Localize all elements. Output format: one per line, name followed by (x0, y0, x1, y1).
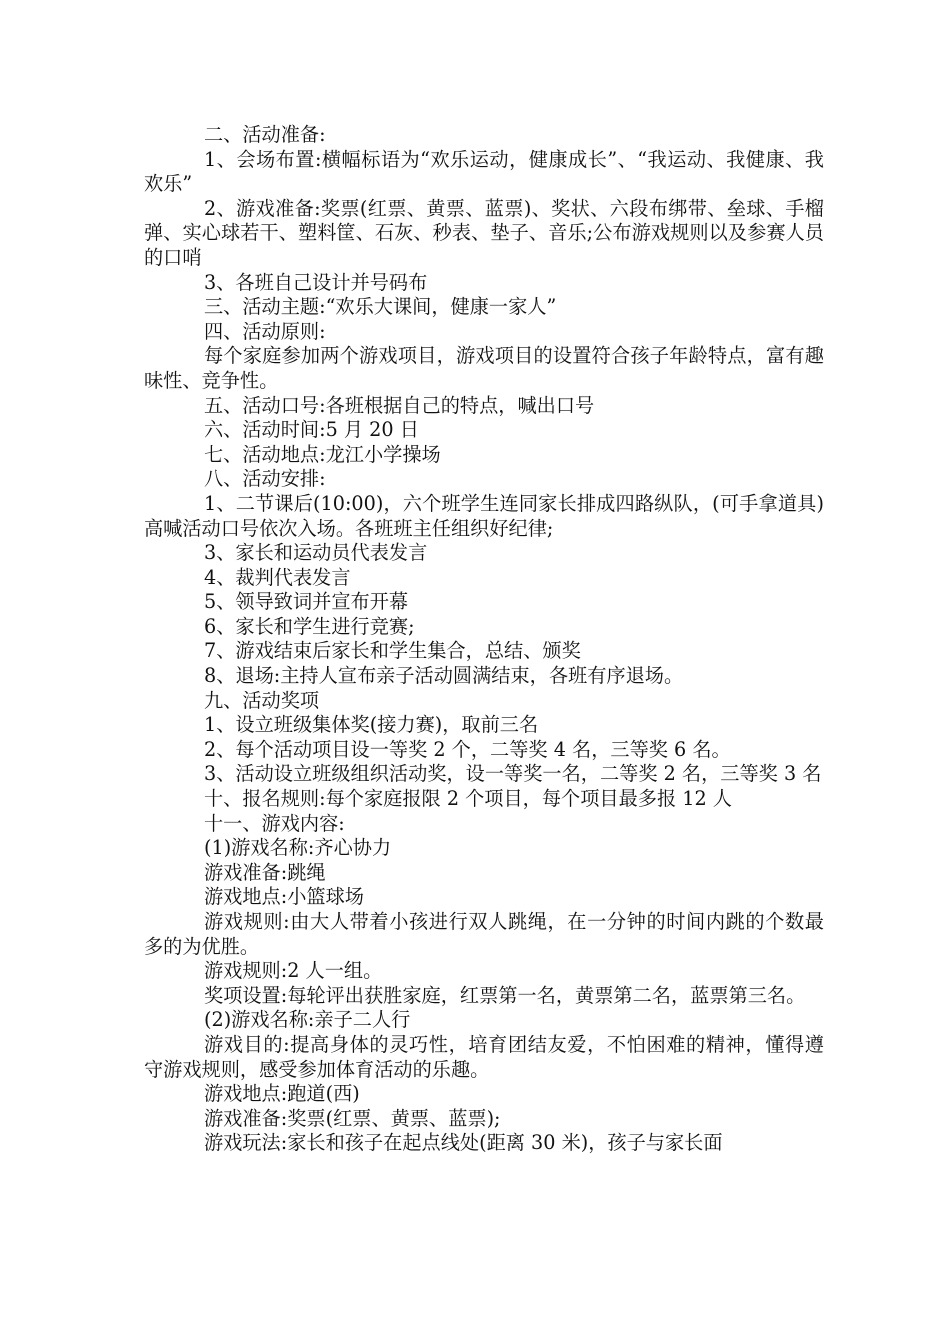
paragraph: 2、每个活动项目设一等奖 2 个，二等奖 4 名，三等奖 6 名。 (204, 737, 731, 761)
section-heading: 七、活动地点:龙江小学操场 (204, 442, 441, 466)
paragraph: (1)游戏名称:齐心协力 (204, 836, 392, 860)
document-body (144, 123, 824, 1156)
section-heading: 二、活动准备: (204, 123, 326, 146)
paragraph: 4、裁判代表发言 (204, 565, 351, 589)
section-heading: 九、活动奖项 (204, 688, 320, 712)
section-heading: 三、活动主题:“欢乐大课间，健康一家人” (204, 295, 557, 319)
paragraph: 游戏目的:提高身体的灵巧性，培育团结友爱，不怕困难的精神，懂得遵守游戏规则，感受参加体育活动的乐趣。 (144, 1032, 824, 1081)
paragraph: 3、活动设立班级组织活动奖，设一等奖一名，二等奖 2 名，三等奖 3 名 (204, 762, 822, 786)
paragraph: 游戏地点:跑道(西) (204, 1082, 360, 1106)
paragraph: 奖项设置:每轮评出获胜家庭，红票第一名，黄票第二名，蓝票第三名。 (204, 983, 806, 1007)
paragraph: 7、游戏结束后家长和学生集合，总结、颁奖 (204, 639, 581, 663)
paragraph: 游戏规则:由大人带着小孩进行双人跳绳，在一分钟的时间内跳的个数最多的为优胜。 (144, 910, 824, 958)
paragraph: 游戏玩法:家长和孩子在起点线处(距离 30 米)，孩子与家长面 (204, 1131, 723, 1155)
paragraph: 游戏规则:2 人一组。 (204, 959, 383, 983)
paragraph: 1、设立班级集体奖(接力赛)，取前三名 (204, 713, 539, 737)
section-heading: 十一、游戏内容: (204, 811, 345, 835)
paragraph: 8、退场:主持人宣布亲子活动圆满结束，各班有序退场。 (204, 664, 684, 688)
paragraph: 每个家庭参加两个游戏项目，游戏项目的设置符合孩子年龄特点，富有趣味性、竞争性。 (144, 344, 824, 392)
paragraph: 5、领导致词并宣布开幕 (204, 590, 409, 614)
paragraph: 2、游戏准备:奖票(红票、黄票、蓝票)、奖状、六段布绑带、垒球、手榴弹、实心球若干、塑料筐、石灰、秒表、垫子、音乐;公布游戏规则以及参赛人员的口哨 (144, 196, 824, 269)
paragraph: 游戏地点:小篮球场 (204, 885, 364, 909)
section-heading: 四、活动原则: (204, 319, 326, 343)
paragraph: (2)游戏名称:亲子二人行 (204, 1008, 411, 1032)
paragraph: 游戏准备:奖票(红票、黄票、蓝票); (204, 1106, 501, 1130)
paragraph: 3、各班自己设计并号码布 (204, 270, 428, 294)
section-heading: 八、活动安排: (204, 467, 326, 491)
paragraph: 3、家长和运动员代表发言 (204, 541, 428, 565)
section-heading: 五、活动口号:各班根据自己的特点，喊出口号 (204, 393, 595, 417)
paragraph: 1、二节课后(10:00)，六个班学生连同家长排成四路纵队，(可手拿道具)高喊活动口号依次入场。各班班主任组织好纪律; (144, 491, 824, 540)
paragraph: 游戏准备:跳绳 (204, 860, 326, 884)
paragraph: 1、会场布置:横幅标语为“欢乐运动，健康成长”、“我运动、我健康、我欢乐” (144, 147, 824, 196)
section-heading: 六、活动时间:5 月 20 日 (204, 418, 419, 442)
paragraph: 6、家长和学生进行竞赛; (204, 614, 415, 638)
section-heading: 十、报名规则:每个家庭报限 2 个项目，每个项目最多报 12 人 (204, 787, 732, 811)
